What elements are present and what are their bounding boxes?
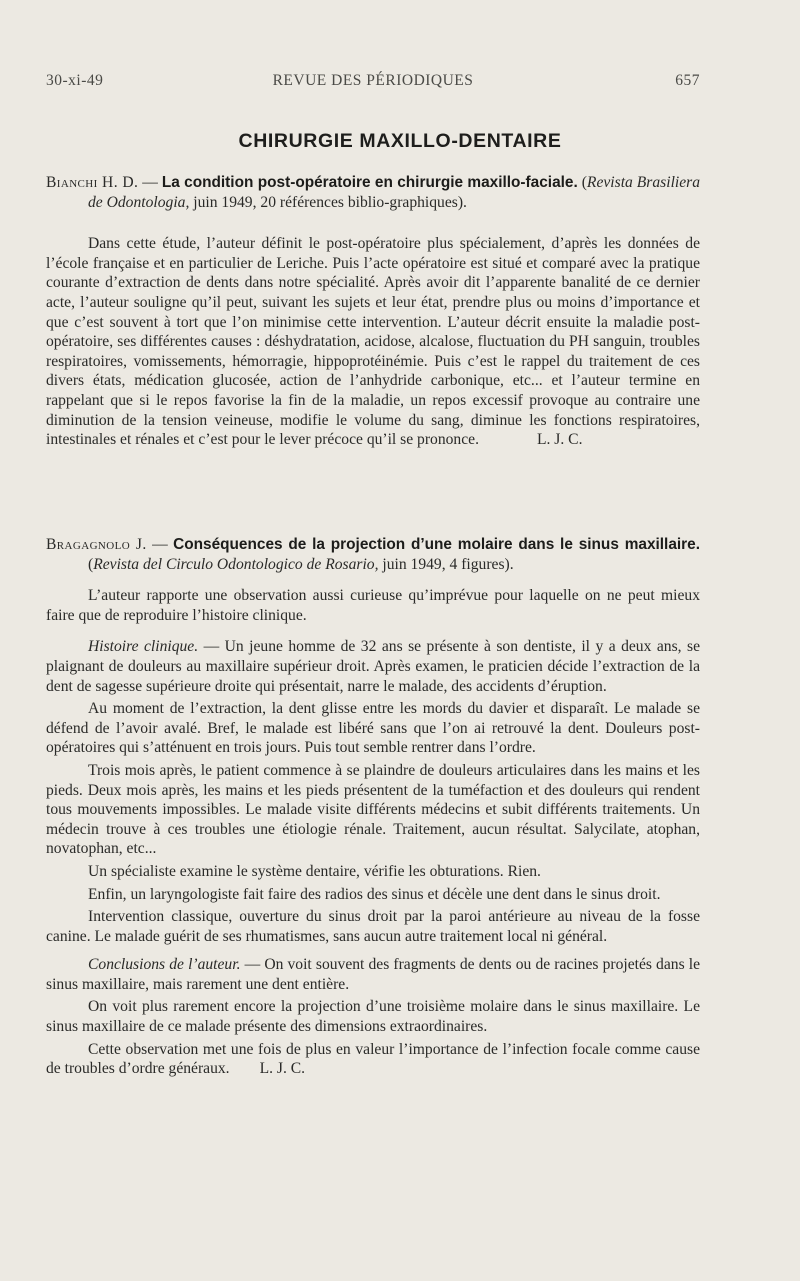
histoire-text: — Un jeune homme de 32 ans se présente à son dentiste, il y a deux ans, se plaignant de douleurs au maxillaire supérieur droit. Après examen, le praticien décide l’extraction de la dent de sagesse supérieure droite qui présentait, narre le malade, des accidents d’éruption. (46, 638, 700, 695)
entry-author: Bragagnolo J. (46, 536, 147, 553)
entry-bianchi (46, 173, 700, 450)
page-number: 657 (675, 72, 700, 89)
reviewer-signature: L. J. C. (536, 431, 583, 449)
entry-heading (46, 173, 700, 212)
article-title: La condition post-opératoire en chirurgie maxillo-faciale. (161, 174, 578, 191)
entry-bragagnolo (46, 535, 700, 1079)
source-journal: Revista del Circulo Odontologico de Rosario, (93, 555, 379, 573)
section-title: CHIRURGIE MAXILLO-DENTAIRE (238, 130, 562, 152)
moment-paragraph: Au moment de l’extraction, la dent glisse entre les mords du davier et disparaît. Le malade se défend de l’avoir avalé. Bref, le malade est libéré sans que l’on ai retrouvé la dent. Douleurs post-opératoires qui s’atténuent en trois jours. Puis tout semble rentrer dans l’ordre. (46, 700, 700, 757)
histoire-label: Histoire clinique. (88, 638, 199, 656)
histoire-paragraph (46, 637, 700, 696)
issue-date: 30-xi-49 (46, 72, 104, 89)
enfin-paragraph: Enfin, un laryngologiste fait faire des radios des sinus et décèle une dent dans le sinus droit. (88, 885, 661, 903)
article-title: Conséquences de la projection d’une molaire dans le sinus maxillaire. (173, 536, 700, 553)
trois-mois-paragraph: Trois mois après, le patient commence à se plaindre de douleurs articulaires dans les mains et les pieds. Deux mois après, les mains et les pieds présentent de la tuméfaction et des douleurs qui rendent tous mouvements impossibles. Le malade visite différents médecins et subit différents traitements. Un médecin trouve à ces troubles une étiologie rénale. Traitement, aucun résultat. Salycilate, atophan, novatophan, etc... (46, 761, 700, 858)
review-paragraph (46, 234, 700, 450)
entry-author: Bianchi H. D. (46, 174, 139, 191)
observation-text: Cette observation met une fois de plus en valeur l’importance de l’infection focale comme cause de troubles d’ordre généraux. (46, 1040, 700, 1078)
conclusions-text: — On voit souvent des fragments de dents ou de racines projetés dans le sinus maxillaire, mais rarement une dent entière. (46, 956, 701, 993)
observation-paragraph (46, 1040, 700, 1079)
source-journal: Revista Brasiliera de Odontologia, (88, 174, 701, 211)
reviewer-signature: L. J. C. (259, 1060, 306, 1078)
entry-heading (46, 535, 700, 574)
intro-paragraph: L’auteur rapporte une observation aussi curieuse qu’imprévue pour laquelle on ne peut mieux faire que de reproduire l’histoire clinique. (46, 587, 700, 624)
journal-title: REVUE DES PÉRIODIQUES (272, 72, 474, 89)
source-open: ( (577, 174, 587, 191)
rarement-paragraph: On voit plus rarement encore la projection d’une troisième molaire dans le sinus maxillaire. Le sinus maxillaire de ce malade présente des dimensions extraordinaires. (46, 998, 700, 1036)
conclusions-label: Conclusions de l’auteur. (88, 956, 241, 974)
conclusions-paragraph (46, 955, 700, 994)
entry-dash: — (138, 174, 162, 191)
entry-dash: — (146, 536, 174, 553)
source-details: juin 1949, 4 figures). (378, 555, 514, 573)
source-details: juin 1949, 20 références biblio-graphiques). (189, 193, 467, 211)
running-header (46, 72, 700, 94)
review-text: Dans cette étude, l’auteur définit le post-opératoire plus spécialement, d’après les données de l’école française et en particulier de Leriche. Puis l’acte opératoire est situé et comparé avec la pratique courante d’extraction de dents dans notre spécialité. Après avoir dit l’apparente banalité de ce dernier acte, l’auteur souligne qu’il peut, suivant les sujets et leur état, prendre plus ou moins d’importance et que c’est souvent à tort que l’on minimise cette intervention. L’auteur décrit ensuite la maladie post-opératoire, ses différentes causes : déshydratation, acidose, alcalose, fluctuation du PH sanguin, troubles respiratoires, vomissements, hémorragie, hippoprotéinémie. Puis c’est le rappel du traitement de ces divers états, médication glucosée, action de l’anhydride carbonique, etc... et l’auteur termine en rappelant que si le repos favorise la fin de la maladie, un repos excessif provoque au contraire une diminution de la tension veineuse, modifie le volume du sang, diminue les fonctions respiratoires, intestinales et rénales et c’est pour le lever précoce qu’il se prononce. (46, 235, 700, 449)
intervention-paragraph: Intervention classique, ouverture du sinus droit par la paroi antérieure au niveau de la fosse canine. Le malade guérit de ses rhumatismes, sans aucun autre traitement local ni général. (46, 908, 700, 945)
source-open: ( (88, 555, 94, 573)
specialiste-paragraph: Un spécialiste examine le système dentaire, vérifie les obturations. Rien. (88, 862, 541, 880)
